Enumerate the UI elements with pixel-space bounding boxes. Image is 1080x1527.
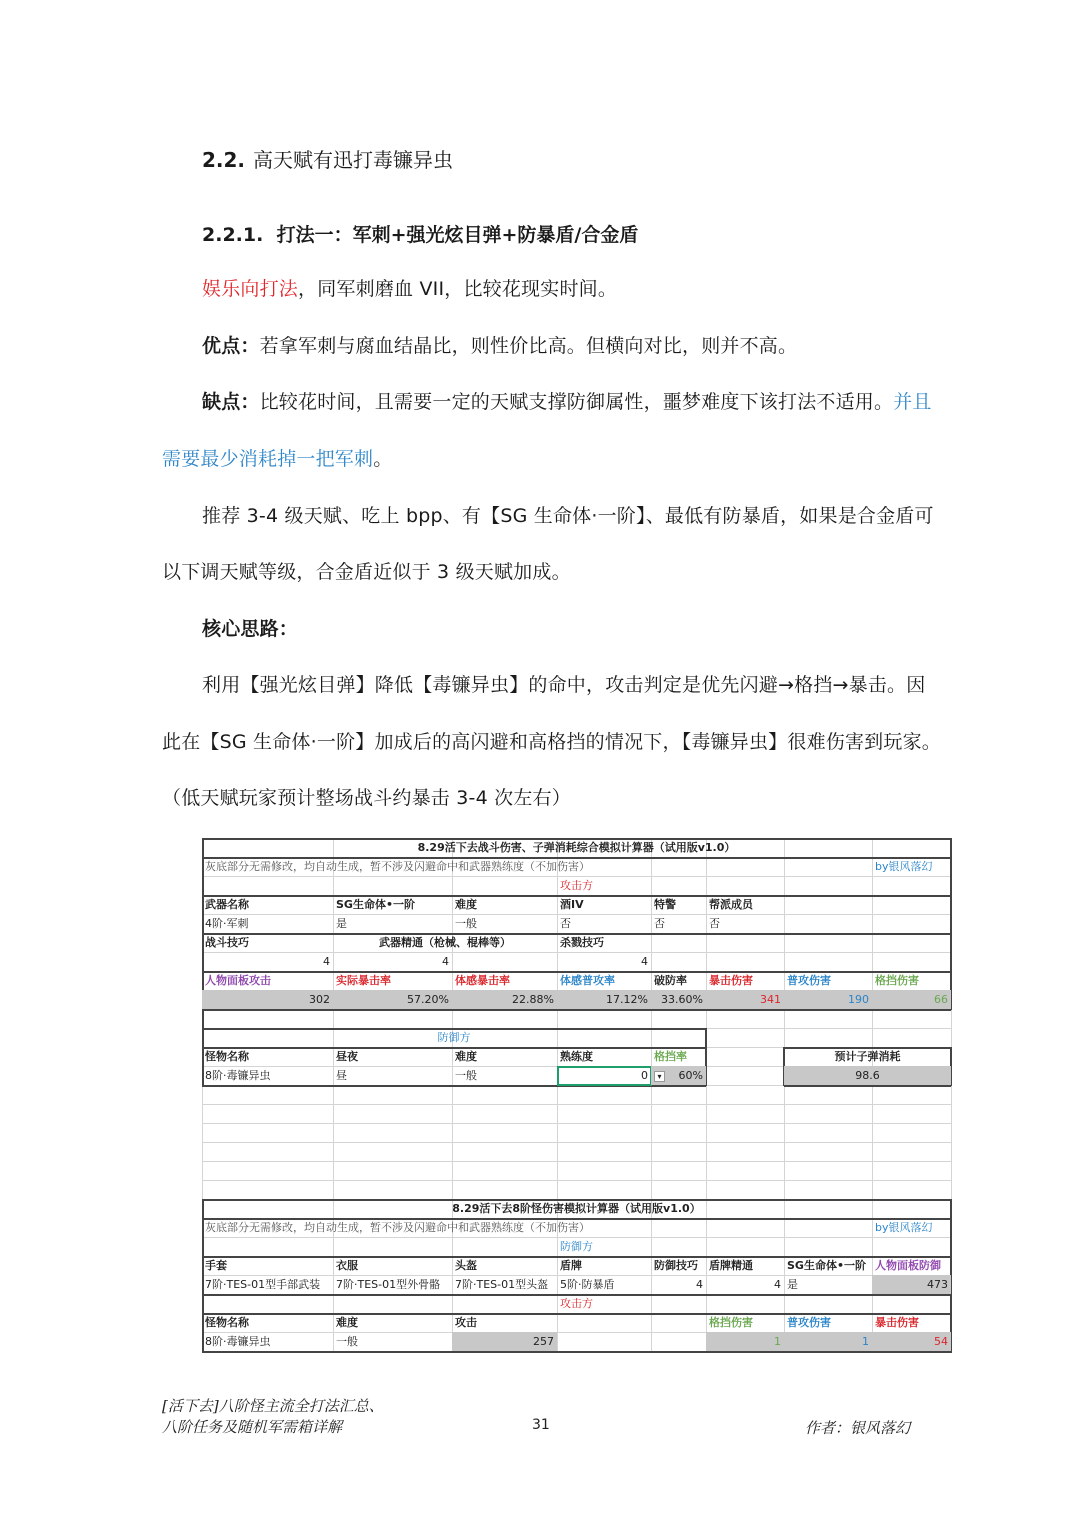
header-normal-damage2: 普攻伤害 — [787, 1316, 831, 1329]
grid-row-line — [202, 1180, 951, 1181]
sheet2-attacker-label: 攻击方 — [560, 1297, 593, 1310]
header-block-damage2: 格挡伤害 — [709, 1316, 753, 1329]
header-armor-break: 破防率 — [654, 974, 687, 987]
header-gang: 帮派成员 — [709, 898, 753, 911]
cons-label: 缺点： — [202, 391, 260, 413]
value-clothes[interactable]: 7阶·TES-01型外骨骼 — [336, 1278, 441, 1291]
sheet2-note: 灰底部分无需修改，均自动生成，暂不涉及闪避命中和武器熟练度（不加伤害） — [205, 1221, 590, 1234]
header-panel-attack: 人物面板攻击 — [205, 974, 271, 987]
header-bullet-cost: 预计子弹消耗 — [834, 1050, 901, 1063]
footer-author: 作者：银风落幻 — [805, 1419, 911, 1437]
value-monster2[interactable]: 8阶·毒镰异虫 — [205, 1335, 271, 1348]
value-shield-mastery[interactable]: 4 — [774, 1278, 781, 1291]
paragraph-core-1: 利用【强光炫目弹】降低【毒镰异虫】的命中，攻击判定是优先闪避→格挡→暴击。因 — [202, 674, 926, 696]
sheet1-note: 灰底部分无需修改，均自动生成，暂不涉及闪避命中和武器熟练度（不加伤害） — [205, 860, 590, 873]
calculator-spreadsheet — [202, 838, 951, 1354]
value-swat[interactable]: 否 — [654, 917, 665, 930]
value-block-damage: 66 — [872, 990, 951, 1009]
header-gloves: 手套 — [205, 1259, 227, 1272]
header-monster: 怪物名称 — [205, 1050, 249, 1063]
value-weapon-mastery[interactable]: 4 — [442, 955, 449, 968]
pros-label: 优点： — [202, 335, 260, 357]
header-combat-skill: 战斗技巧 — [205, 936, 249, 949]
header-weapon-mastery: 武器精通（枪械、棍棒等） — [379, 936, 511, 949]
header-actual-crit: 实际暴击率 — [336, 974, 391, 987]
subsection-number: 2.2.1. — [202, 224, 264, 246]
subsection-heading — [202, 220, 638, 247]
grid-row-line — [202, 1142, 951, 1143]
value-armor-break: 33.60% — [651, 990, 706, 1009]
header-difficulty2: 难度 — [336, 1316, 358, 1329]
value-helmet[interactable]: 7阶·TES-01型头盔 — [455, 1278, 549, 1291]
value-sg[interactable]: 是 — [336, 917, 347, 930]
selected-cell-outline[interactable] — [557, 1066, 652, 1086]
sheet2-defender-label: 防御方 — [560, 1240, 593, 1253]
sheet2-author: by银风落幻 — [875, 1221, 933, 1234]
value-difficulty[interactable]: 一般 — [455, 917, 477, 930]
header-weapon: 武器名称 — [205, 898, 249, 911]
value-block-rate: 60% — [651, 1066, 706, 1085]
header-felt-crit: 体感暴击率 — [455, 974, 510, 987]
sheet1-attacker-label: 攻击方 — [560, 879, 593, 892]
paragraph-cons-cont — [162, 447, 392, 471]
grid-row-line — [202, 1161, 951, 1162]
value-bullet-cost: 98.6 — [784, 1066, 951, 1085]
value-proficiency[interactable]: 0 — [641, 1069, 648, 1082]
value-attack: 257 — [452, 1332, 557, 1351]
header-proficiency: 熟练度 — [560, 1050, 593, 1063]
value-normal-damage: 190 — [784, 990, 872, 1009]
paragraph-recommend-1: 推荐 3-4 级天赋、吃上 bpp、有【SG 生命体·一阶】、最低有防暴盾，如果是合金盾可 — [202, 505, 934, 527]
sheet1-title: 8.29活下去战斗伤害、子弹消耗综合模拟计算器（试用版v1.0） — [417, 841, 736, 854]
header-monster2: 怪物名称 — [205, 1316, 249, 1329]
sheet2-title: 8.29活下去8阶怪伤害模拟计算器（试用版v1.0） — [452, 1202, 701, 1215]
value-crit-damage: 341 — [706, 990, 784, 1009]
header-felt-normal: 体感普攻率 — [560, 974, 615, 987]
dropdown-arrow-icon[interactable]: ▾ — [654, 1071, 665, 1082]
value-shield[interactable]: 5阶·防暴盾 — [560, 1278, 615, 1291]
period: 。 — [373, 448, 393, 470]
value-wine[interactable]: 否 — [560, 917, 571, 930]
header-normal-damage: 普攻伤害 — [787, 974, 831, 987]
header-day-night: 昼夜 — [336, 1050, 358, 1063]
header-block-rate: 格挡率 — [654, 1050, 687, 1063]
paragraph-cons — [202, 390, 932, 414]
value-kill-skill[interactable]: 4 — [641, 955, 648, 968]
value-actual-crit: 57.20% — [333, 990, 452, 1009]
header-clothes: 衣服 — [336, 1259, 358, 1272]
page-number: 31 — [532, 1417, 550, 1433]
footer-title-line2: 八阶任务及随机军需箱详解 — [162, 1418, 343, 1436]
value-gang[interactable]: 否 — [709, 917, 720, 930]
section-heading — [202, 144, 453, 173]
core-idea-label: 核心思路： — [202, 618, 299, 640]
subsection-title: 打法一：军刺+强光炫目弹+防暴盾/合金盾 — [276, 224, 639, 246]
value-normal-damage2: 1 — [784, 1332, 872, 1351]
footer-doc-title — [162, 1396, 384, 1438]
value-monster-difficulty[interactable]: 一般 — [455, 1069, 477, 1082]
paragraph-text: ，同军刺磨血 VII，比较花现实时间。 — [298, 278, 618, 300]
entertainment-tag: 娱乐向打法 — [202, 278, 299, 300]
grid-row-line — [202, 1104, 951, 1105]
header-defense-skill: 防御技巧 — [654, 1259, 698, 1272]
paragraph-recommend-2: 以下调天赋等级，合金盾近似于 3 级天赋加成。 — [162, 561, 571, 583]
header-swat: 特警 — [654, 898, 676, 911]
paragraph-core-3: （低天赋玩家预计整场战斗约暴击 3-4 次左右） — [162, 787, 571, 809]
value-panel-attack: 302 — [202, 990, 333, 1009]
header-crit-damage: 暴击伤害 — [709, 974, 753, 987]
grid-border — [202, 1009, 951, 1011]
header-attack: 攻击 — [455, 1316, 477, 1329]
value-weapon[interactable]: 4阶·军刺 — [205, 917, 249, 930]
cons-text: 比较花时间，且需要一定的天赋支撑防御属性，噩梦难度下该打法不适用。 — [259, 391, 894, 413]
value-felt-normal: 17.12% — [557, 990, 651, 1009]
value-block-damage2: 1 — [706, 1332, 784, 1351]
footer-title-line1: [活下去]八阶怪主流全打法汇总、 — [162, 1397, 384, 1415]
header-sg2: SG生命体•一阶 — [787, 1259, 866, 1272]
value-monster[interactable]: 8阶·毒镰异虫 — [205, 1069, 271, 1082]
value-combat-skill[interactable]: 4 — [323, 955, 330, 968]
sheet1-defender-label: 防御方 — [437, 1031, 471, 1044]
sheet1-author: by银风落幻 — [875, 860, 933, 873]
grid-border — [784, 1085, 951, 1087]
paragraph-core-2: 此在【SG 生命体·一阶】加成后的高闪避和高格挡的情况下，【毒镰异虫】很难伤害到玩家。 — [162, 731, 941, 753]
paragraph-pros — [202, 334, 797, 358]
header-shield: 盾牌 — [560, 1259, 582, 1272]
value-defense-skill[interactable]: 4 — [696, 1278, 703, 1291]
pros-text: 若拿军刺与腐血结晶比，则性价比高。但横向对比，则并不高。 — [259, 335, 798, 357]
header-monster-difficulty: 难度 — [455, 1050, 477, 1063]
section-number: 2.2. — [202, 148, 246, 172]
value-gloves[interactable]: 7阶·TES-01型手部武装 — [205, 1278, 321, 1291]
value-sg2[interactable]: 是 — [787, 1278, 798, 1291]
cons-highlight-cont: 需要最少消耗掉一把军刺 — [162, 448, 374, 470]
value-day-night[interactable]: 昼 — [336, 1069, 347, 1082]
header-kill-skill: 杀戮技巧 — [560, 936, 604, 949]
grid-row-line — [202, 1123, 951, 1124]
header-wine: 酒IV — [560, 898, 584, 911]
cons-highlight: 并且 — [893, 391, 932, 413]
header-shield-mastery: 盾牌精通 — [709, 1259, 753, 1272]
value-felt-crit: 22.88% — [452, 990, 557, 1009]
header-block-damage: 格挡伤害 — [875, 974, 919, 987]
grid-border — [202, 1351, 951, 1353]
paragraph-style — [202, 277, 617, 301]
header-sg: SG生命体•一阶 — [336, 898, 415, 911]
header-panel-defense: 人物面板防御 — [875, 1259, 941, 1272]
value-crit-damage2: 54 — [872, 1332, 951, 1351]
header-helmet: 头盔 — [455, 1259, 477, 1272]
value-difficulty2[interactable]: 一般 — [336, 1335, 358, 1348]
section-title: 高天赋有迅打毒镰异虫 — [253, 148, 454, 172]
header-crit-damage2: 暴击伤害 — [875, 1316, 919, 1329]
header-difficulty: 难度 — [455, 898, 477, 911]
value-panel-defense: 473 — [872, 1275, 951, 1294]
